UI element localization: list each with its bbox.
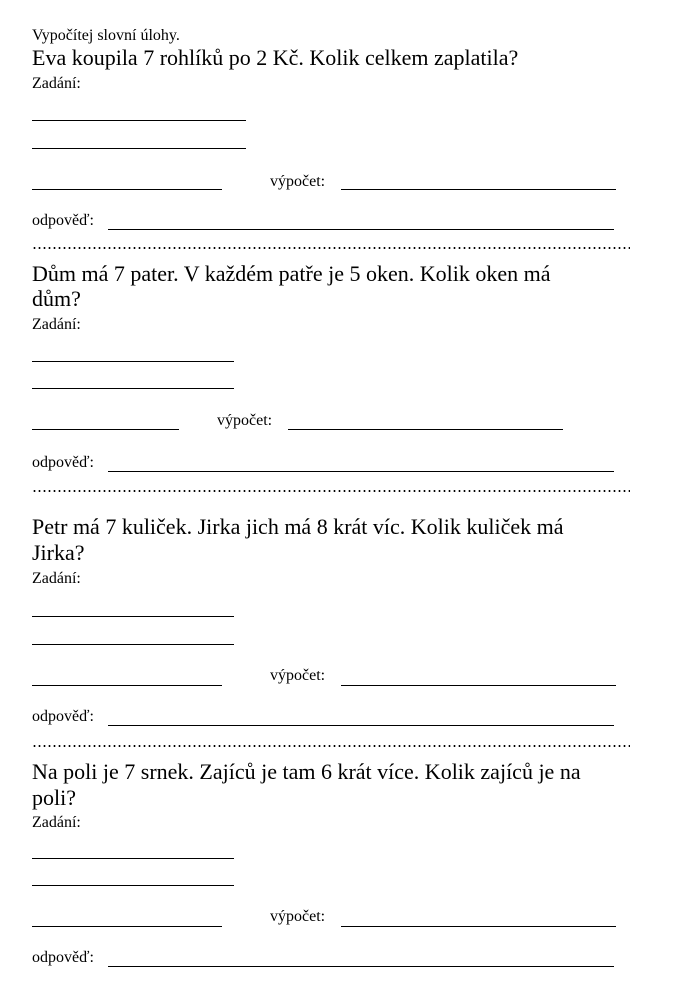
task-1-zadani-line-2[interactable] xyxy=(32,148,246,149)
task-4-vypocet-label: výpočet: xyxy=(270,908,326,925)
task-3-extra-line[interactable] xyxy=(32,685,222,686)
task-1-zadani-line-1[interactable] xyxy=(32,120,246,121)
task-3-odpoved-label: odpověď: xyxy=(32,708,94,725)
task-3-zadani-line-2[interactable] xyxy=(32,644,234,645)
task-2-vypocet-line[interactable] xyxy=(288,429,563,430)
task-2-zadani-line-2[interactable] xyxy=(32,388,234,389)
dotted-separator-2 xyxy=(32,490,630,492)
task-3-question-line-2: Jirka? xyxy=(32,540,85,565)
task-1-zadani-label: Zadání: xyxy=(32,75,81,92)
task-4-zadani-line-2[interactable] xyxy=(32,885,234,886)
task-4-extra-line[interactable] xyxy=(32,926,222,927)
task-3-vypocet-label: výpočet: xyxy=(270,667,326,684)
task-1-vypocet-label: výpočet: xyxy=(270,173,326,190)
task-2-vypocet-label: výpočet: xyxy=(217,412,273,429)
task-4-odpoved-label: odpověď: xyxy=(32,949,94,966)
task-2-question-line-2: dům? xyxy=(32,286,81,311)
task-1-odpoved-line[interactable] xyxy=(108,229,614,230)
task-4-odpoved-line[interactable] xyxy=(108,966,614,967)
task-4-vypocet-line[interactable] xyxy=(341,926,616,927)
task-2-zadani-label: Zadání: xyxy=(32,316,81,333)
task-2-extra-line[interactable] xyxy=(32,429,179,430)
task-1-odpoved-label: odpověď: xyxy=(32,212,94,229)
dotted-separator-1 xyxy=(32,247,630,249)
task-2-question-line-1: Dům má 7 pater. V každém patře je 5 oken. Kolik oken má xyxy=(32,261,551,286)
task-3-odpoved-line[interactable] xyxy=(108,725,614,726)
task-4-question-line-1: Na poli je 7 srnek. Zajíců je tam 6 krát více. Kolik zajíců je na xyxy=(32,759,581,784)
task-4-zadani-label: Zadání: xyxy=(32,814,81,831)
task-3-zadani-label: Zadání: xyxy=(32,570,81,587)
task-1-question: Eva koupila 7 rohlíků po 2 Kč. Kolik celkem zaplatila? xyxy=(32,45,519,70)
task-1-vypocet-line[interactable] xyxy=(341,189,616,190)
task-3-vypocet-line[interactable] xyxy=(341,685,616,686)
task-2-odpoved-label: odpověď: xyxy=(32,454,94,471)
task-1-extra-line[interactable] xyxy=(32,189,222,190)
task-2-odpoved-line[interactable] xyxy=(108,471,614,472)
task-4-zadani-line-1[interactable] xyxy=(32,858,234,859)
task-3-zadani-line-1[interactable] xyxy=(32,616,234,617)
instruction: Vypočítej slovní úlohy. xyxy=(32,27,180,44)
dotted-separator-3 xyxy=(32,745,630,747)
task-2-zadani-line-1[interactable] xyxy=(32,361,234,362)
task-3-question-line-1: Petr má 7 kuliček. Jirka jich má 8 krát víc. Kolik kuliček má xyxy=(32,514,564,539)
task-4-question-line-2: poli? xyxy=(32,785,76,810)
